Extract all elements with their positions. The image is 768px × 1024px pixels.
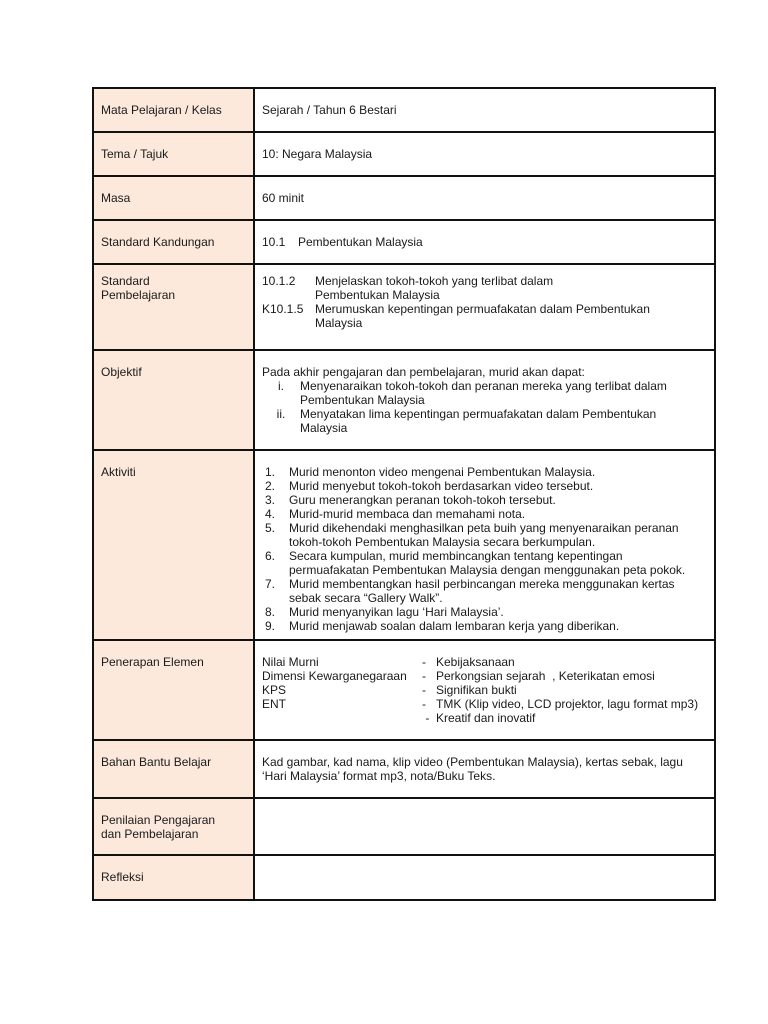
label-sp-line2: Pembelajaran [101,288,176,302]
row-mata-pelajaran [93,88,715,132]
elemen-row [262,697,706,711]
elemen-key: Dimensi Kewarganegaraan [262,669,407,683]
value-refleksi[interactable] [254,855,715,900]
row-masa [93,176,715,220]
label-mata-pelajaran: Mata Pelajaran / Kelas [93,88,254,132]
sp-text-line2: Pembentukan Malaysia [315,288,440,302]
elemen-value: TMK (Klip video, LCD projektor, lagu format mp3) [436,697,699,711]
value-mata-pelajaran: Sejarah / Tahun 6 Bestari [254,88,715,132]
row-refleksi [93,855,715,900]
label-penilaian-line1: Penilaian Pengajaran [101,813,216,827]
elemen-dash: - [422,683,426,697]
elemen-value: Kebijaksanaan [436,655,515,669]
elemen-value: Kreatif dan inovatif [436,711,536,725]
label-penilaian [93,798,254,855]
label-sp-line1: Standard [101,274,150,288]
aktiviti-num: 7. [265,577,276,591]
objektif-num: i. [278,379,284,393]
row-penilaian [93,798,715,855]
aktiviti-line1: Guru menerangkan peranan tokoh-tokoh tersebut. [289,493,556,507]
aktiviti-line1: Murid membentangkan hasil perbincangan mereka menggunakan kertas [289,577,675,591]
value-objektif [254,350,715,450]
sp-text-line1: Menjelaskan tokoh-tokoh yang terlibat dalam [315,274,554,288]
elemen-dash: - [422,669,426,683]
elemen-key: Nilai Murni [262,655,319,669]
aktiviti-num: 6. [265,549,276,563]
elemen-row [262,711,706,725]
lesson-plan-table [92,87,716,901]
objektif-line1: Menyatakan lima kepentingan permuafakatan dalam Pembentukan [300,407,657,421]
row-bahan-bantu [93,740,715,798]
label-penilaian-line2: dan Pembelajaran [101,827,199,841]
aktiviti-line2: permuafakatan Pembentukan Malaysia dengan menggunakan peta pokok. [289,563,686,577]
row-standard-kandungan [93,220,715,264]
label-penerapan-elemen: Penerapan Elemen [93,640,254,740]
aktiviti-item [262,521,706,549]
sp-item [262,302,706,330]
sp-text-line1: Merumuskan kepentingan permuafakatan dalam Pembentukan [315,302,650,316]
aktiviti-line1: Murid menyanyikan lagu ‘Hari Malaysia’. [289,605,504,619]
aktiviti-num: 8. [265,605,276,619]
label-refleksi: Refleksi [93,855,254,900]
sp-text-line2: Malaysia [315,316,363,330]
sp-code: K10.1.5 [262,302,304,316]
objektif-line2: Pembentukan Malaysia [300,393,425,407]
row-standard-pembelajaran [93,264,715,350]
aktiviti-item [262,493,706,507]
label-tema: Tema / Tajuk [93,132,254,176]
value-aktiviti [254,450,715,640]
aktiviti-line2: tokoh-tokoh Pembentukan Malaysia secara berkumpulan. [289,535,596,549]
aktiviti-line1: Murid-murid membaca dan memahami nota. [289,507,526,521]
aktiviti-item [262,479,706,493]
aktiviti-line1: Secara kumpulan, murid membincangkan tentang kepentingan [289,549,623,563]
aktiviti-line1: Murid dikehendaki menghasilkan peta buih yang menyenaraikan peranan [289,521,679,535]
aktiviti-item [262,605,706,619]
aktiviti-line1: Murid menonton video mengenai Pembentukan Malaysia. [289,465,596,479]
value-tema: 10: Negara Malaysia [254,132,715,176]
aktiviti-item [262,577,706,605]
objektif-intro: Pada akhir pengajaran dan pembelajaran, murid akan dapat: [262,365,585,379]
label-standard-pembelajaran [93,264,254,350]
objektif-item [262,379,706,407]
sk-code: 10.1 [262,235,286,249]
elemen-dash: - [422,711,430,725]
elemen-key: ENT [262,697,286,711]
bahan-line1: Kad gambar, kad nama, klip video (Pembentukan Malaysia), kertas sebak, lagu [262,755,683,769]
elemen-value: Signifikan bukti [436,683,517,697]
label-aktiviti: Aktiviti [93,450,254,640]
aktiviti-line1: Murid menyebut tokoh-tokoh berdasarkan video tersebut. [289,479,594,493]
aktiviti-num: 2. [265,479,276,493]
value-standard-pembelajaran [254,264,715,350]
label-objektif: Objektif [93,350,254,450]
aktiviti-num: 9. [265,619,276,633]
aktiviti-num: 5. [265,521,276,535]
aktiviti-line2: sebak secara “Gallery Walk”. [289,591,443,605]
elemen-row [262,669,706,683]
objektif-line1: Menyenaraikan tokoh-tokoh dan peranan mereka yang terlibat dalam [300,379,667,393]
aktiviti-num: 4. [265,507,276,521]
elemen-dash: - [422,697,426,711]
aktiviti-item [262,465,706,479]
sp-code: 10.1.2 [262,274,296,288]
bahan-line2: ‘Hari Malaysia’ format mp3, nota/Buku Teks. [262,769,496,783]
sk-text: Pembentukan Malaysia [298,235,423,249]
aktiviti-num: 1. [265,465,276,479]
aktiviti-num: 3. [265,493,276,507]
label-bahan-bantu: Bahan Bantu Belajar [93,740,254,798]
elemen-dash: - [422,655,426,669]
value-bahan-bantu [254,740,715,798]
row-penerapan-elemen [93,640,715,740]
value-penerapan-elemen [254,640,715,740]
elemen-key [262,711,422,725]
row-tema [93,132,715,176]
objektif-item [262,407,706,435]
objektif-num: ii. [276,407,286,421]
objektif-line2: Malaysia [300,421,348,435]
label-masa: Masa [93,176,254,220]
row-aktiviti [93,450,715,640]
sp-item [262,274,706,302]
aktiviti-item [262,549,706,577]
aktiviti-line1: Murid menjawab soalan dalam lembaran kerja yang diberikan. [289,619,620,633]
label-standard-kandungan: Standard Kandungan [93,220,254,264]
elemen-key: KPS [262,683,287,697]
aktiviti-item [262,507,706,521]
elemen-row [262,655,706,669]
row-objektif [93,350,715,450]
value-penilaian[interactable] [254,798,715,855]
value-masa: 60 minit [254,176,715,220]
aktiviti-item [262,619,706,633]
value-standard-kandungan [254,220,715,264]
elemen-value: Perkongsian sejarah , Keterikatan emosi [436,669,655,683]
elemen-row [262,683,706,697]
